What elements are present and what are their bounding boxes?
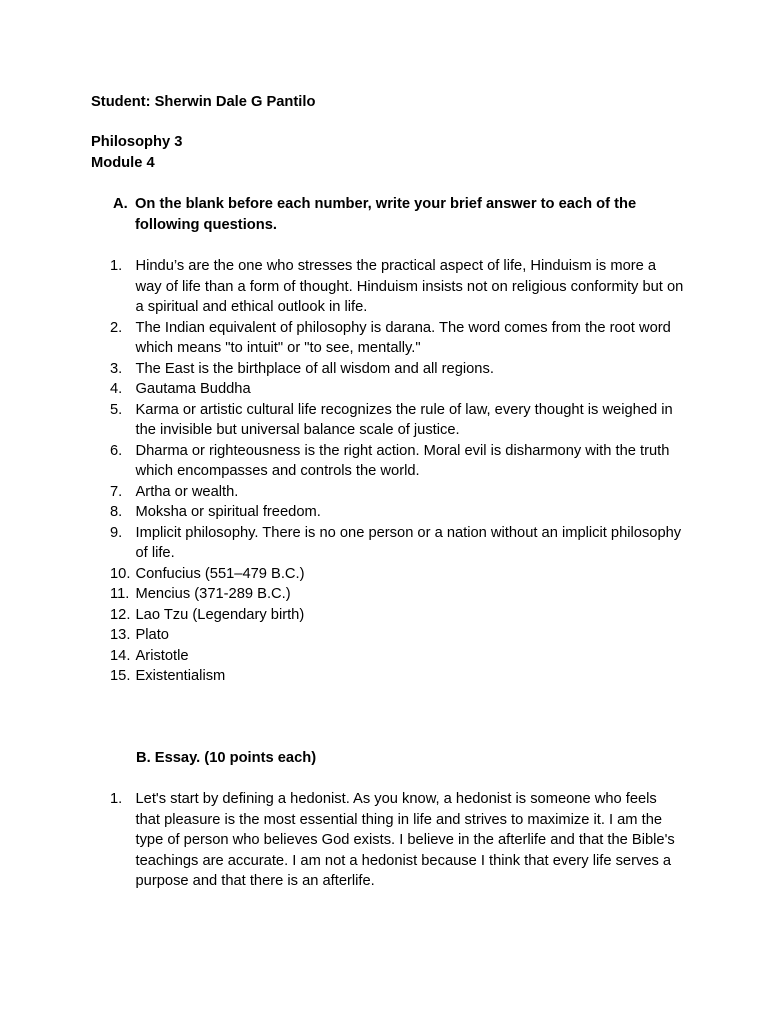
list-item bbox=[110, 359, 685, 380]
list-item bbox=[110, 400, 685, 441]
item-number: 11. bbox=[110, 586, 130, 602]
item-text: Plato bbox=[135, 627, 169, 643]
item-number: 8. bbox=[110, 504, 123, 520]
list-item bbox=[110, 379, 685, 400]
item-text: Moksha or spiritual freedom. bbox=[135, 504, 321, 520]
list-item bbox=[110, 256, 685, 318]
list-item bbox=[110, 605, 685, 626]
list-item bbox=[110, 502, 685, 523]
item-number: 5. bbox=[110, 401, 123, 418]
item-text: Aristotle bbox=[135, 647, 189, 664]
item-text: Hindu’s are the one who stresses the practical aspect of life, Hinduism is more a way of life than a form of thought. Hinduism insists not on religious conformity but on a spiritual and ethical outlook in life. bbox=[135, 258, 684, 315]
item-number: 6. bbox=[110, 442, 123, 459]
list-item bbox=[110, 482, 685, 503]
module-title: Module 4 bbox=[91, 154, 155, 171]
item-text: Dharma or righteousness is the right action. Moral evil is disharmony with the truth which encompasses and controls the world. bbox=[135, 442, 670, 479]
list-item bbox=[110, 646, 685, 667]
section-a-heading bbox=[113, 194, 673, 235]
essay-list bbox=[110, 789, 685, 892]
item-number: 3. bbox=[110, 360, 123, 377]
item-number: 2. bbox=[110, 319, 123, 336]
item-number: 4. bbox=[110, 381, 123, 397]
item-text: The East is the birthplace of all wisdom and all regions. bbox=[135, 360, 494, 377]
item-text: Artha or wealth. bbox=[135, 483, 239, 500]
list-item bbox=[110, 584, 685, 605]
item-number: 14. bbox=[110, 647, 131, 664]
list-item bbox=[110, 318, 685, 359]
list-item bbox=[110, 789, 685, 892]
item-number: 13. bbox=[110, 627, 131, 643]
item-text: Implicit philosophy. There is no one person or a nation without an implicit philosophy of life. bbox=[135, 524, 682, 561]
item-number: 1. bbox=[110, 258, 123, 274]
item-text: The Indian equivalent of philosophy is darana. The word comes from the root word which means "to intuit" or "to see, mentally." bbox=[135, 319, 671, 356]
list-item bbox=[110, 666, 685, 687]
section-a-instructions: On the blank before each number, write your brief answer to each of the following questions. bbox=[135, 196, 637, 233]
section-b-heading: B. Essay. (10 points each) bbox=[136, 750, 317, 766]
item-number: 12. bbox=[110, 606, 131, 623]
list-item bbox=[110, 441, 685, 482]
item-number: 7. bbox=[110, 483, 123, 500]
list-item bbox=[110, 523, 685, 564]
item-text: Karma or artistic cultural life recognizes the rule of law, every thought is weighed in the invisible but universal balance scale of justice. bbox=[135, 401, 673, 438]
item-text: Gautama Buddha bbox=[135, 381, 251, 397]
item-text: Existentialism bbox=[135, 668, 226, 684]
section-a-marker: A. bbox=[113, 196, 128, 212]
item-text: Mencius (371-289 B.C.) bbox=[135, 586, 291, 602]
item-number: 1. bbox=[110, 791, 123, 807]
answer-list bbox=[110, 256, 685, 687]
item-text: Let's start by defining a hedonist. As you know, a hedonist is someone who feels that pleasure is the most essential thing in life and strives to maximize it. I am the type of person who believes God exists. I believe in the afterlife and that the Bible's teachings are accurate. I am not a hedonist because I think that every life serves a purpose and that there is an afterlife. bbox=[135, 791, 675, 889]
list-item bbox=[110, 564, 685, 585]
item-text: Lao Tzu (Legendary birth) bbox=[135, 606, 305, 623]
item-number: 10. bbox=[110, 565, 131, 582]
student-name: Student: Sherwin Dale G Pantilo bbox=[91, 94, 316, 110]
course-title: Philosophy 3 bbox=[91, 134, 183, 150]
course-info bbox=[91, 132, 182, 173]
item-number: 9. bbox=[110, 524, 123, 541]
item-text: Confucius (551–479 B.C.) bbox=[135, 565, 305, 582]
item-number: 15. bbox=[110, 668, 131, 684]
list-item bbox=[110, 625, 685, 646]
